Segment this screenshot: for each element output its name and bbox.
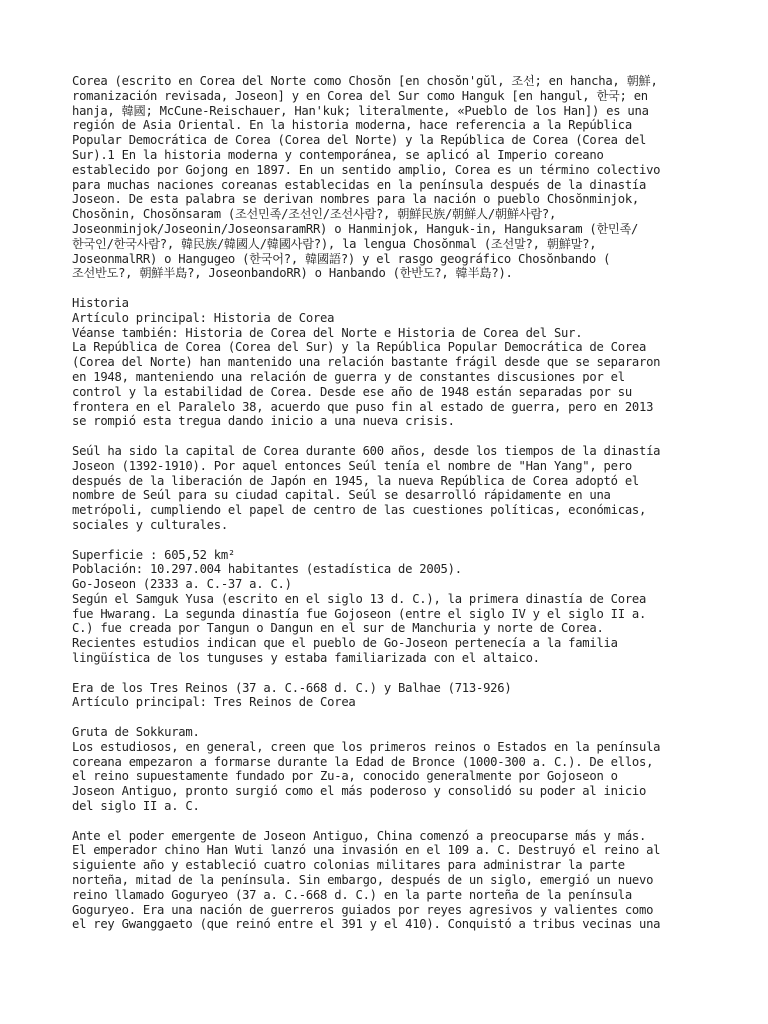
document-body [72, 74, 712, 932]
text-line: (Corea del Norte) han mantenido una relación bastante frágil desde que se separaron [72, 355, 661, 370]
text-line: Joseon (1392-1910). Por aquel entonces Seúl tenía el nombre de "Han Yang", pero [72, 458, 632, 473]
paragraph-gap [72, 710, 712, 725]
paragraph-intro [72, 74, 712, 281]
text-line: Popular Democrática de Corea (Corea del Norte) y la República de Corea (Corea del [72, 133, 647, 148]
text-line: sociales y culturales. [72, 517, 228, 532]
text-line: región de Asia Oriental. En la historia moderna, hace referencia a la República [72, 118, 632, 133]
paragraph-gap [72, 814, 712, 829]
paragraph-gap [72, 666, 712, 681]
text-line: 한국인/한국사람?, 韓民族/韓國人/韓國사람?), la lengua Chosŏnmal (조선말?, 朝鮮말?, [72, 236, 597, 251]
text-line: Corea (escrito en Corea del Norte como Chosŏn [en chosŏn'gŭl, 조선; en hancha, 朝鮮, [72, 74, 658, 88]
text-line: coreana empezaron a formarse durante la Edad de Bronce (1000-300 a. C.). De ellos, [72, 754, 654, 769]
text-line: establecido por Gojong en 1897. En un sentido amplio, Corea es un término colectivo [72, 162, 661, 177]
text-line: Véanse también: Historia de Corea del Norte e Historia de Corea del Sur. [72, 325, 583, 340]
paragraph-gap [72, 281, 712, 296]
text-line: Joseon Antiguo, pronto surgió como el más poderoso y consolidó su poder al inicio [72, 784, 647, 799]
text-line: Ante el poder emergente de Joseon Antiguo, China comenzó a preocuparse más y más. [72, 828, 647, 843]
text-line: frontera en el Paralelo 38, acuerdo que puso fin al estado de guerra, pero en 2013 [72, 399, 654, 414]
text-line: Joseonminjok/Joseonin/JoseonsaramRR) o Hanminjok, Hanguk-in, Hanguksaram (한민족/ [72, 221, 639, 236]
text-line: Seúl ha sido la capital de Corea durante 600 años, desde los tiempos de la dinastía [72, 443, 661, 458]
text-line: Artículo principal: Tres Reinos de Corea [72, 695, 356, 710]
text-line: hanja, 韓國; McCune-Reischauer, Han'kuk; literalmente, «Pueblo de los Han]) es una [72, 103, 649, 118]
paragraph-gap [72, 533, 712, 548]
text-line: Gruta de Sokkuram. [72, 725, 200, 740]
text-line: para muchas naciones coreanas establecidas en la península después de la dinastía [72, 177, 647, 192]
text-line: Los estudiosos, en general, creen que los primeros reinos o Estados en la península [72, 739, 661, 754]
text-line: el reino supuestamente fundado por Zu-a, conocido generalmente por Gojoseon o [72, 769, 618, 784]
paragraph-superficie [72, 548, 712, 666]
text-line: romanización revisada, Joseon] y en Corea del Sur como Hanguk [en hangul, 한국; en [72, 88, 648, 103]
text-line: Población: 10.297.004 habitantes (estadística de 2005). [72, 562, 462, 577]
text-line: después de la liberación de Japón en 1945, la nueva República de Corea adoptó el [72, 473, 639, 488]
text-line: Superficie : 605,52 km² [72, 547, 236, 562]
text-line: Artículo principal: Historia de Corea [72, 310, 335, 325]
text-line: el rey Gwanggaeto (que reinó entre el 391 y el 410). Conquistó a tribus vecinas una [72, 917, 661, 932]
text-line: La República de Corea (Corea del Sur) y la República Popular Democrática de Corea [72, 340, 647, 355]
text-line: fue Hwarang. La segunda dinastía fue Gojoseon (entre el siglo IV y el siglo II a. [72, 606, 647, 621]
text-line: Goguryeo. Era una nación de guerreros guiados por reyes agresivos y valientes como [72, 902, 654, 917]
paragraph-sokkuram [72, 725, 712, 814]
text-line: siguiente año y estableció cuatro colonias militares para administrar la parte [72, 858, 625, 873]
text-line: Según el Samguk Yusa (escrito en el siglo 13 d. C.), la primera dinastía de Corea [72, 591, 647, 606]
text-line: reino llamado Goguryeo (37 a. C.-668 d. C.) en la parte norteña de la península [72, 887, 632, 902]
text-line: se rompió esta tregua dando inicio a una nueva crisis. [72, 414, 455, 429]
text-line: JoseonmalRR) o Hangugeo (한국어?, 韓國語?) y el rasgo geográfico Chosŏnbando ( [72, 251, 611, 266]
section-heading: Historia [72, 295, 129, 310]
paragraph-historia [72, 296, 712, 429]
text-line: lingüística de los tunguses y estaba familiarizada con el altaico. [72, 651, 540, 666]
text-line: Chosŏnin, Chosŏnsaram (조선민족/조선인/조선사람?, 朝鮮民族/朝鮮人/朝鮮사람?, [72, 207, 557, 222]
paragraph-gap [72, 429, 712, 444]
text-line: nombre de Seúl para su ciudad capital. Seúl se desarrolló rápidamente en una [72, 488, 611, 503]
text-line: Joseon. De esta palabra se derivan nombres para la nación o pueblo Chosŏnminjok, [72, 192, 639, 207]
text-line: norteña, mitad de la península. Sin embargo, después de un siglo, emergió un nuevo [72, 873, 654, 888]
paragraph-tres-reinos [72, 681, 712, 711]
text-line: 조선반도?, 朝鮮半島?, JoseonbandoRR) o Hanbando (한반도?, 韓半島?). [72, 266, 513, 281]
paragraph-seul [72, 444, 712, 533]
text-line: Recientes estudios indican que el pueblo de Go-Joseon pertenecía a la familia [72, 636, 618, 651]
text-line: en 1948, manteniendo una relación de guerra y de constantes discusiones por el [72, 369, 625, 384]
text-line: metrópoli, cumpliendo el papel de centro de las cuestiones políticas, económicas, [72, 503, 647, 518]
text-line: Go-Joseon (2333 a. C.-37 a. C.) [72, 577, 292, 592]
text-line: Sur).1 En la historia moderna y contemporánea, se aplicó al Imperio coreano [72, 147, 604, 162]
text-line: C.) fue creada por Tangun o Dangun en el sur de Manchuria y norte de Corea. [72, 621, 604, 636]
text-line: control y la estabilidad de Corea. Desde ese año de 1948 están separadas por su [72, 384, 632, 399]
paragraph-joseon-antiguo [72, 829, 712, 933]
text-line: El emperador chino Han Wuti lanzó una invasión en el 109 a. C. Destruyó el reino al [72, 843, 661, 858]
text-line: del siglo II a. C. [72, 799, 200, 814]
section-heading: Era de los Tres Reinos (37 a. C.-668 d. C.) y Balhae (713-926) [72, 680, 512, 695]
